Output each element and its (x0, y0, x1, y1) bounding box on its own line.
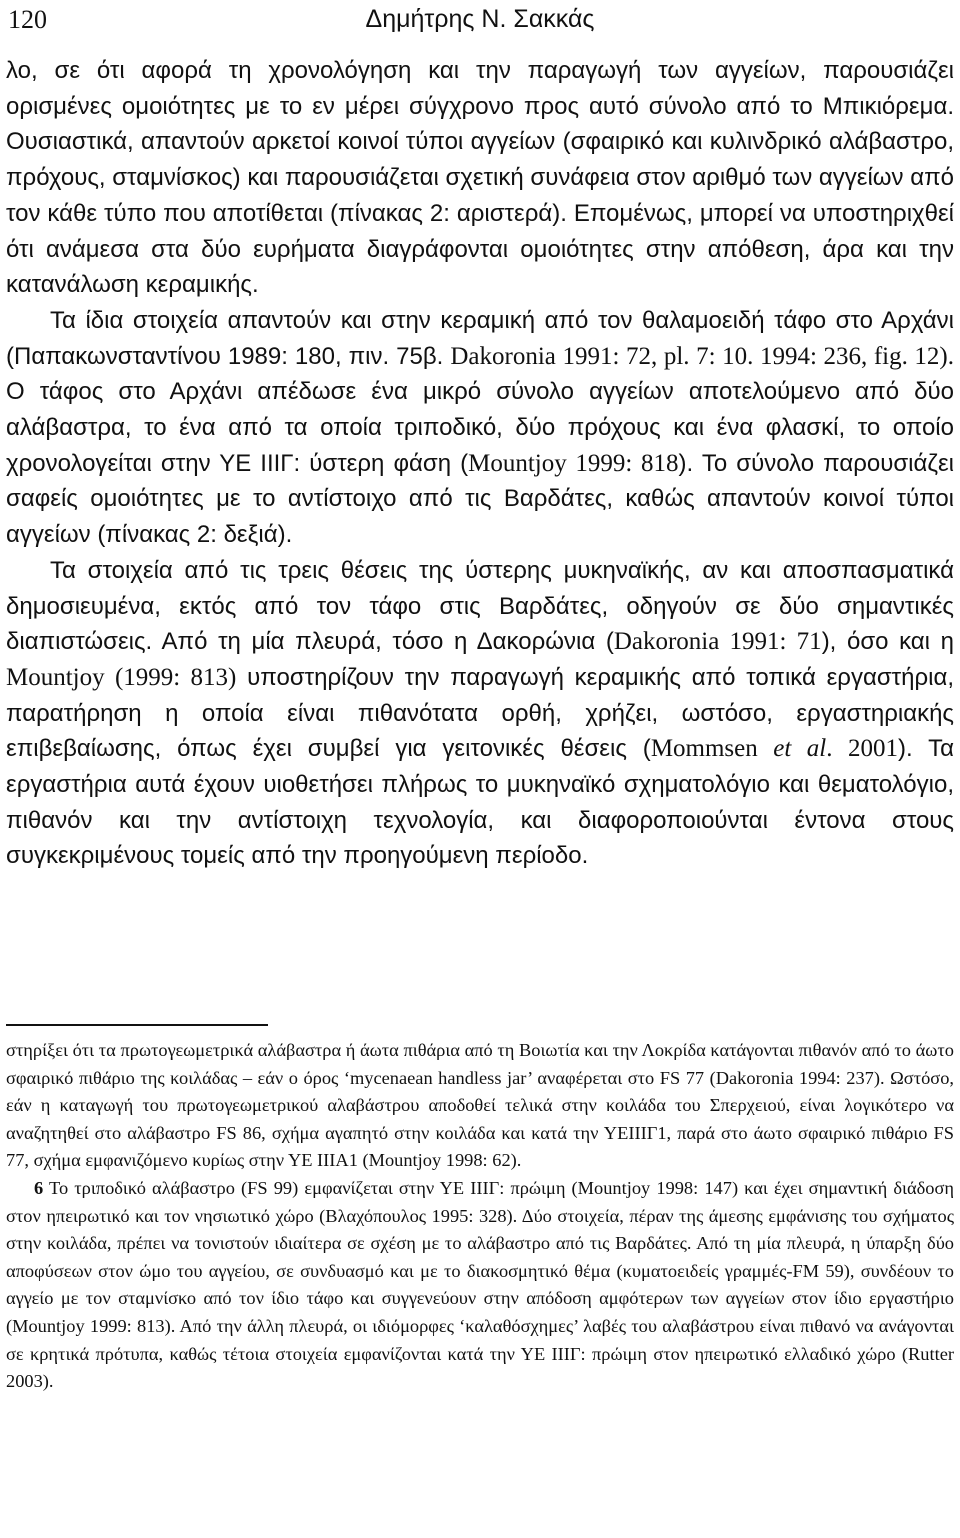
citation-year-2001: . 2001 (826, 735, 898, 763)
page-number: 120 (8, 5, 47, 34)
citation-mountjoy-1999-813: Mountjoy (1999: 813) (6, 663, 237, 691)
paragraph-3 (6, 553, 954, 874)
paragraph-2-text-a: Τα ίδια στοιχεία απαντούν και στην κεραμική από τον θαλαμοειδή τάφο στο Αρχάνι (Παπακωνσταντίνου 1989: 180, πιν. 75β. (6, 306, 954, 370)
paragraph-2-text-c: Ο τάφος στο Αρχάνι απέδωσε ένα μικρό σύνολο αγγείων αποτελούμενο από δύο αλάβαστρα, το ένα από τα οποία τριποδικό, δύο πρόχους και ένα φλασκί, το οποίο χρονολογείται στην ΥΕ ΙΙΙΓ: ύστερη φάση ( (6, 378, 954, 477)
citation-mommsen: Mommsen (650, 735, 774, 763)
citation-et-al: et al (773, 735, 827, 763)
citation-dakoronia-1991-71: Dakoronia 1991: 71 (613, 628, 822, 656)
paragraph-3-text-i: ). Τα εργαστήρια αυτά έχουν υιοθετήσει πλήρως το μυκηναϊκό σχηματολόγιο και θεματολόγιο, πιθανόν και την αντίστοιχη τεχνολογία, και διαφοροποιούνται έντονα στους συγκεκριμένους τομείς από την προηγούμενη περίοδο. (6, 735, 955, 870)
paragraph-3-text-e: υποστηρίζουν την παραγωγή κεραμικής από τοπικά εργαστήρια, παρατήρηση η οποία είναι πιθανότατα ορθή, χρήζει, ωστόσο, εργαστηριακής επιβεβαίωσης, όπως έχει συμβεί για γειτονικές θέσεις ( (6, 663, 954, 763)
paragraph-1-text: λο, σε ότι αφορά τη χρονολόγηση και την παραγωγή των αγγείων, παρουσιάζει ορισμένες ομοιότητες με το εν μέρει σύγχρονο προς αυτό σύνολο από το Μπικιόρεμα. Ουσιαστικά, απαντούν αρκετοί κοινοί τύποι αγγείων (σφαιρικό και κυλινδρικό αλάβαστρο, πρόχους, σταμνίσκος) και παρουσιάζεται σχετική συνάφεια στον αριθμό των αγγείων από τον κάθε τύπο που αποτίθεται (πίνακας 2: αριστερά). Επομένως, μπορεί να υποστηριχθεί ότι ανάμεσα στα δύο ευρήματα διαγράφονται ομοιότητες στην απόθεση, άρα και την κατανάλωση κεραμικής. (6, 57, 954, 299)
footnote-6-text: Το τριποδικό αλάβαστρο (FS 99) εμφανίζεται στην ΥΕ ΙΙΙΓ: πρώιμη (Mountjoy 1998: 147) και έχει σημαντική διάδοση στον ηπειρωτικό και τον νησιωτικό χώρο (Βλαχόπουλος 1995: 328). Δύο στοιχεία, πέραν της άμεσης εμφάνισης του σχήματος στην κοιλάδα, πρέπει να τονιστούν ιδιαίτερα σε σχέση με το αλάβαστρο από τις Βαρδάτες. Από τη μία πλευρά, η ύπαρξη δύο αποφύσεων στον ώμο του αγγείου, σε συνδυασμό και με το διακοσμητικό θέμα (κυματοειδείς γραμμές-FM 59), συνδέουν το αγγείο με τον σταμνίσκο από τον ίδιο τάφο και συγγενεύουν στην απόδοση αμφότερων των αγγείων στον ίδιο εργαστήριο (Mountjoy 1999: 813). Από την άλλη πλευρά, οι ιδιόμορφες ‘καλαθόσχημες’ λαβές του αλαβάστρου είναι πιθανό να ανάγονται σε κρητικά πρότυπα, καθώς τέτοια στοιχεία εμφανίζονται κατά την ΥΕ ΙΙΙΓ: πρώιμη στον ηπειρωτικό ελλαδικό χώρο (Rutter 2003). (6, 1177, 954, 1392)
footnotes (6, 1037, 954, 1396)
paragraph-3-text-c: ), όσο και η (821, 628, 954, 656)
main-text (6, 53, 954, 874)
paragraph-1 (6, 53, 954, 303)
citation-mountjoy-1999-818: Mountjoy 1999: 818 (468, 449, 679, 477)
running-head: Δημήτρης Ν. Σακκάς (365, 5, 595, 33)
footnote-5-continuation: στηρίξει ότι τα πρωτογεωμετρικά αλάβαστρα ή άωτα πιθάρια από τη Βοιωτία και την Λοκρίδα κατάγονται πιθανόν από το άωτο σφαιρικό πιθάριο της κοιλάδας – εάν ο όρος ‘mycenaean handless jar’ αναφέρεται στο FS 77 (Dakoronia 1994: 237). Ωστόσο, εάν η καταγωγή του πρωτογεωμετρικού αλαβάστρου αποδοθεί τελικά στην κοιλάδα του Σπερχειού, είναι λογικότερο να αναζητηθεί στο αλάβαστρο FS 86, σχήμα αγαπητό στην κοιλάδα και κατά την ΥΕΙΙΙΓ1, παρά στο άωτο σφαιρικό πιθάριο FS 77, σχήμα εμφανιζόμενο κυρίως στην ΥΕ ΙΙΙΑ1 (Mountjoy 1998: 62). (6, 1040, 954, 1171)
page-header (6, 0, 954, 40)
footnote-6-number: 6 (34, 1177, 44, 1198)
paragraph-2-text-e: ). Το σύνολο παρουσιάζει σαφείς ομοιότητες με το αντίστοιχο από τις Βαρδάτες, καθώς απαντούν κοινοί τύποι αγγείων (πίνακας 2: δεξιά). (6, 449, 954, 549)
footnote-separator (6, 1024, 268, 1026)
citation-dakoronia-1991: Dakoronia 1991: 72, pl. 7: 10. 1994: 236, fig. 12). (450, 342, 954, 370)
paragraph-2 (6, 303, 954, 553)
paragraph-3-text-a: Τα στοιχεία από τις τρεις θέσεις της ύστερης μυκηναϊκής, αν και αποσπασματικά δημοσιευμένα, εκτός από τον τάφο στις Βαρδάτες, οδηγούν σε δύο σημαντικές διαπιστώσεις. Από τη μία πλευρά, τόσο η Δακορώνια ( (6, 556, 954, 656)
footnote-6 (6, 1175, 954, 1396)
